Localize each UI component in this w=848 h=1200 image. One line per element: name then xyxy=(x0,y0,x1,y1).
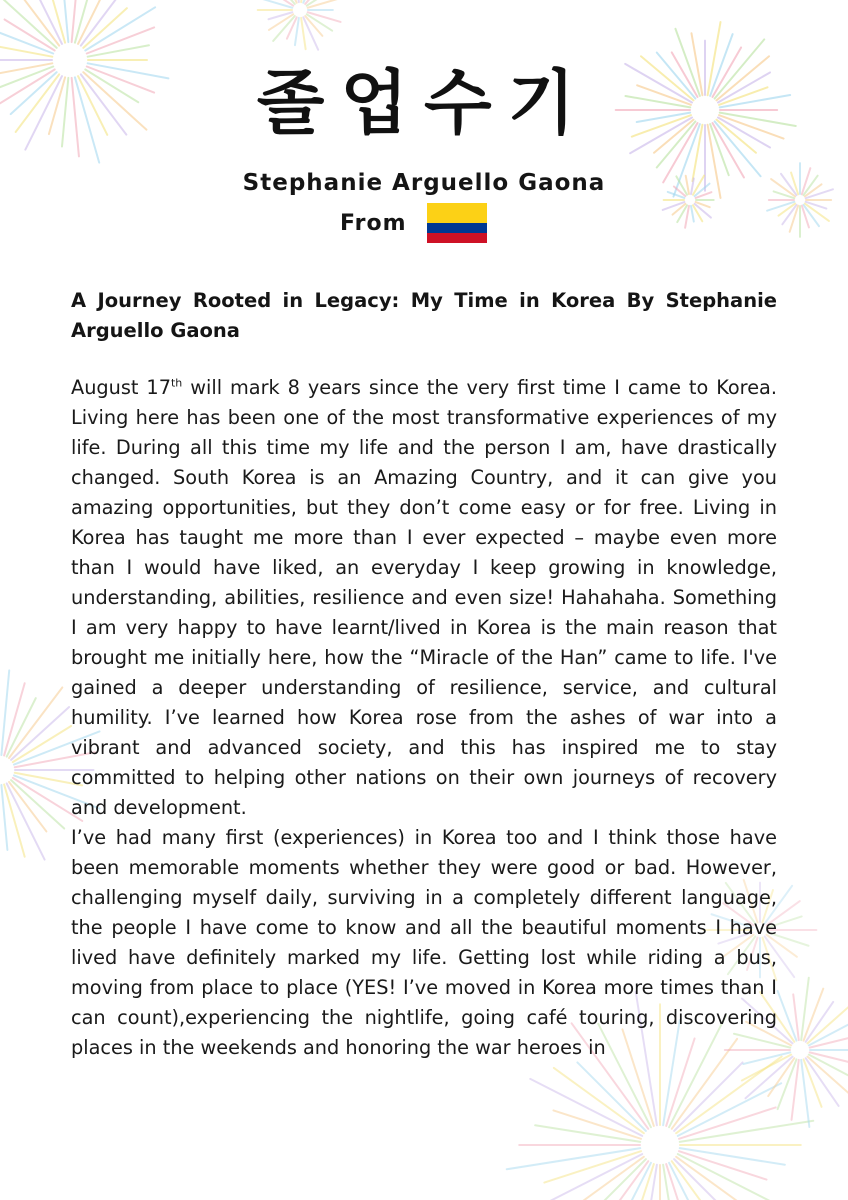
article-heading: A Journey Rooted in Legacy: My Time in Korea By Stephanie Arguello Gaona xyxy=(71,289,777,342)
flag-band-blue xyxy=(427,223,487,233)
paragraph-1-text: will mark 8 years since the very first time I came to Korea. Living here has been one of the most transformative experiences of my life. During all this time my life and the person I am, have drastically changed. South Korea is an Amazing Country, and it can give you amazing opportunities, but they don’t come easy or for free. Living in Korea has taught me more than I ever expected – maybe even more than I would have liked, an everyday I keep growing in knowledge, understanding, abilities, resilience and even size! Hahahaha. Something I am very happy to have learnt/lived in Korea is the main reason that brought me initially here, how the “Miracle of the Han” came to life. I've gained a deeper understanding of resilience, service, and cultural humility. I’ve learned how Korea rose from the ashes of war into a vibrant and advanced society, and this has inspired me to stay committed to helping other nations on their own journeys of recovery and development. xyxy=(71,376,777,819)
date-ordinal-suffix: th xyxy=(170,376,183,390)
date-prefix: August 17 xyxy=(71,376,171,399)
flag-band-yellow xyxy=(427,203,487,223)
paragraph-2: I’ve had many first (experiences) in Korea too and I think those have been memorable moments whether they were good or bad. However, challenging myself daily, surviving in a completely different language, the people I have come to know and all the beautiful moments I have lived have definitely marked my life. Getting lost while riding a bus, moving from place to place (YES! I’ve moved in Korea more times than I can count),experiencing the nightlife, going café touring, discovering places in the weekends and honoring the war heroes in xyxy=(71,826,777,1059)
colombia-flag-icon xyxy=(427,203,487,243)
article-body xyxy=(71,373,777,1063)
paragraph-1 xyxy=(71,373,777,823)
from-label: From xyxy=(340,210,407,236)
page-title: 졸업수기 xyxy=(256,62,592,144)
flag-band-red xyxy=(427,233,487,243)
author-name: Stephanie Arguello Gaona xyxy=(242,170,606,196)
origin-row xyxy=(340,202,487,244)
